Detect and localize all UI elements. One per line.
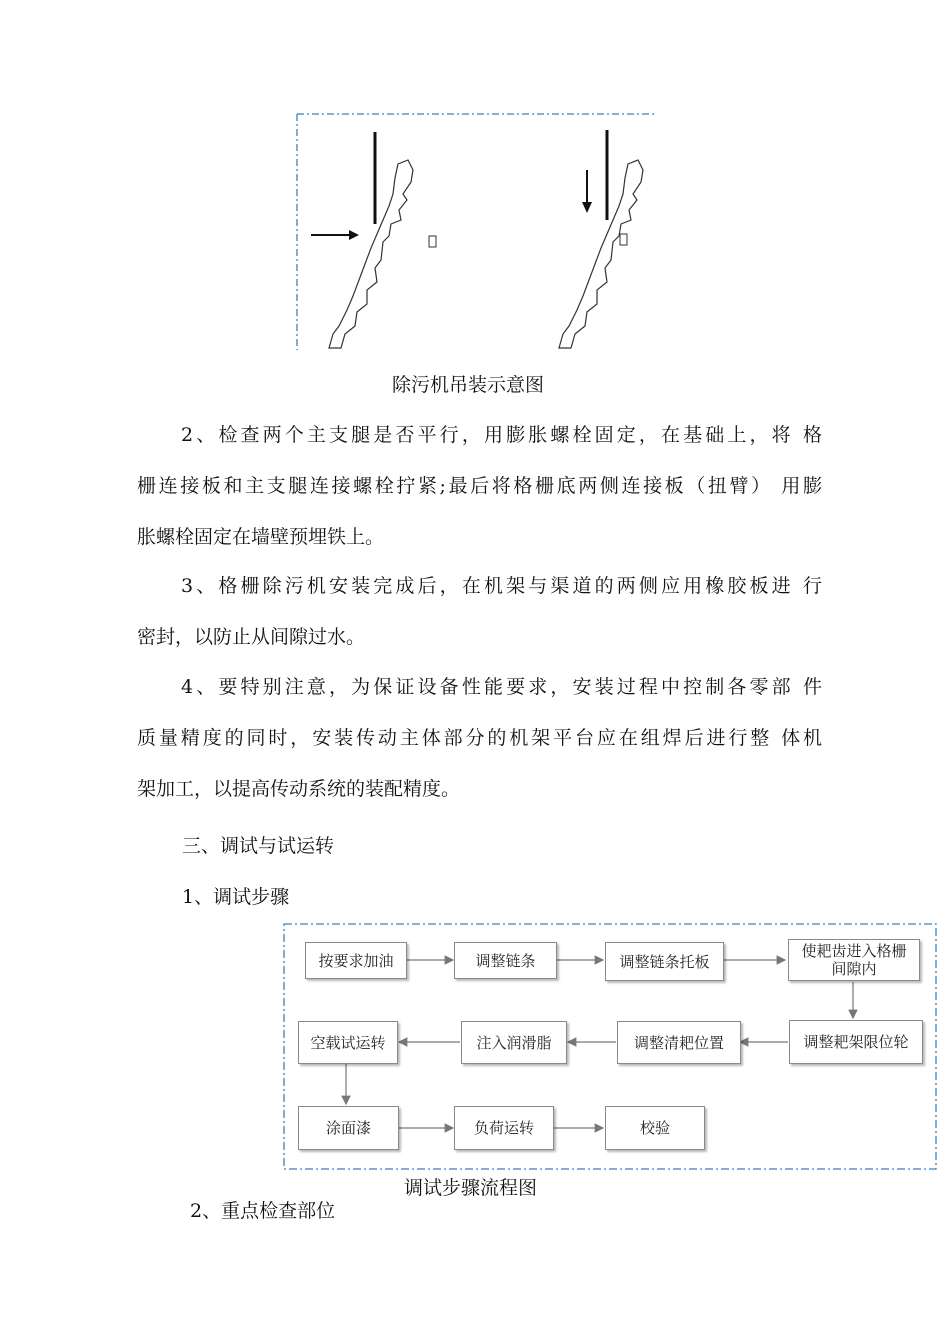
step-adjust-chain: 调整链条 <box>454 942 557 979</box>
figure-caption: 除污机吊装示意图 <box>392 374 545 396</box>
step-paint: 涂面漆 <box>298 1106 399 1150</box>
paragraph-line: 胀螺栓固定在墙壁预埋铁上。 <box>137 526 385 548</box>
section-heading: 三、调试与试运转 <box>182 835 335 857</box>
sub-heading-steps: 1、调试步骤 <box>182 886 290 908</box>
step-rake-into-grid: 使耙齿进入格栅间隙内 <box>788 939 920 981</box>
push-arrow-head <box>349 230 359 240</box>
step-adjust-chain-support: 调整链条托板 <box>605 942 724 981</box>
small-marker-right <box>620 234 627 245</box>
step-add-oil: 按要求加油 <box>305 942 407 979</box>
paragraph-line: 密封，以防止从间隙过水。 <box>137 626 366 648</box>
paragraph-3 <box>137 561 822 663</box>
hoisting-diagram <box>295 112 657 352</box>
paragraph-4 <box>137 662 822 815</box>
step-inject-grease: 注入润滑脂 <box>461 1021 567 1064</box>
hoisting-diagram-svg <box>295 112 657 352</box>
step-verify: 校验 <box>605 1106 705 1150</box>
paragraph-line: 架加工，以提高传动系统的装配精度。 <box>137 778 461 800</box>
sub-heading-inspection: 2、重点检查部位 <box>190 1200 336 1222</box>
paragraph-line: 质量精度的同时，安装传动主体部分的机架平台应在组焊后进行整 体机 <box>137 727 822 749</box>
left-screen-outline <box>329 160 413 348</box>
down-arrow-head <box>582 202 592 213</box>
right-screen-outline <box>559 160 643 348</box>
paragraph-line: 4、要特别注意，为保证设备性能要求，安装过程中控制各零部 件 <box>181 676 822 698</box>
flowchart-caption: 调试步骤流程图 <box>404 1177 538 1199</box>
step-adjust-rake-position: 调整清耙位置 <box>617 1021 741 1064</box>
small-marker-left <box>429 236 436 247</box>
paragraph-2 <box>137 410 822 563</box>
paragraph-line: 2、检查两个主支腿是否平行，用膨胀螺栓固定，在基础上，将 格 <box>181 424 822 446</box>
step-load-run: 负荷运转 <box>454 1106 554 1150</box>
step-adjust-limit-wheel: 调整耙架限位轮 <box>789 1020 923 1064</box>
step-no-load-test: 空载试运转 <box>298 1021 398 1064</box>
paragraph-line: 3、格栅除污机安装完成后，在机架与渠道的两侧应用橡胶板进 行 <box>181 575 822 597</box>
paragraph-line: 栅连接板和主支腿连接螺栓拧紧;最后将格栅底两侧连接板（扭臂） 用膨 <box>137 475 822 497</box>
debug-flowchart <box>283 923 938 1171</box>
